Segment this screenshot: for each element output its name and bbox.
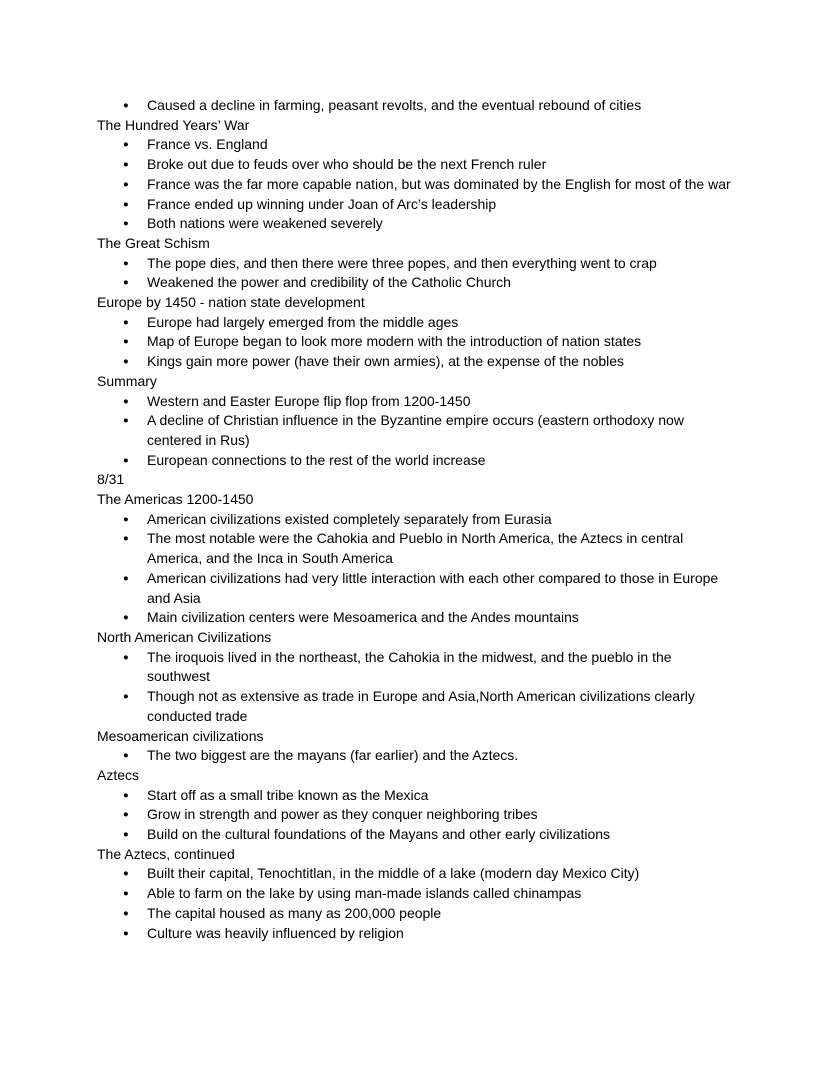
bullet-text: Western and Easter Europe flip flop from 1200-1450 xyxy=(147,392,471,409)
section-heading: The Great Schism xyxy=(97,234,210,251)
bullet-icon: ● xyxy=(123,868,129,880)
bullet-list xyxy=(97,864,733,943)
section-heading: The Hundred Years’ War xyxy=(97,116,250,133)
bullet-item xyxy=(97,746,733,766)
bullet-icon: ● xyxy=(123,395,129,407)
bullet-item xyxy=(97,569,733,608)
bullet-list xyxy=(97,648,733,727)
bullet-text: Build on the cultural foundations of the Mayans and other early civilizations xyxy=(147,826,611,843)
section-heading: 8/31 xyxy=(97,471,125,488)
bullet-item xyxy=(97,786,733,806)
bullet-item xyxy=(97,825,733,845)
bullet-text: Map of Europe began to look more modern with the introduction of nation states xyxy=(147,333,642,350)
bullet-item xyxy=(97,608,733,628)
bullet-icon: ● xyxy=(123,691,129,703)
bullet-icon: ● xyxy=(123,159,129,171)
bullet-list xyxy=(97,786,733,845)
bullet-item xyxy=(97,805,733,825)
bullet-icon: ● xyxy=(123,139,129,151)
bullet-item xyxy=(97,392,733,412)
bullet-icon: ● xyxy=(123,356,129,368)
bullet-text: A decline of Christian influence in the Byzantine empire occurs (eastern orthodoxy now centered in Rus) xyxy=(147,412,684,448)
bullet-text: France ended up winning under Joan of Arc’s leadership xyxy=(147,195,497,212)
bullet-item xyxy=(97,648,733,687)
bullet-icon: ● xyxy=(123,316,129,328)
bullet-list xyxy=(97,135,733,234)
bullet-item xyxy=(97,214,733,234)
bullet-list xyxy=(97,510,733,628)
bullet-item xyxy=(97,352,733,372)
bullet-icon: ● xyxy=(123,513,129,525)
bullet-item xyxy=(97,155,733,175)
bullet-text: Broke out due to feuds over who should be the next French ruler xyxy=(147,156,547,173)
bullet-icon: ● xyxy=(123,533,129,545)
bullet-item xyxy=(97,195,733,215)
bullet-list xyxy=(97,96,733,116)
bullet-item xyxy=(97,254,733,274)
bullet-icon: ● xyxy=(123,198,129,210)
bullet-text: The iroquois lived in the northeast, the Cahokia in the midwest, and the pueblo in the southwest xyxy=(147,648,672,685)
bullet-icon: ● xyxy=(123,336,129,348)
bullet-icon: ● xyxy=(123,750,129,762)
bullet-text: Caused a decline in farming, peasant revolts, and the eventual rebound of cities xyxy=(147,97,642,113)
bullet-icon: ● xyxy=(123,178,129,190)
bullet-icon: ● xyxy=(123,651,129,663)
bullet-text: France was the far more capable nation, but was dominated by the English for most of the war xyxy=(147,175,731,192)
bullet-item xyxy=(97,529,733,568)
bullet-item xyxy=(97,451,733,471)
bullet-item xyxy=(97,904,733,924)
bullet-item xyxy=(97,924,733,944)
bullet-text: France vs. England xyxy=(147,136,268,153)
bullet-text: The capital housed as many as 200,000 people xyxy=(147,904,442,921)
section-heading: Aztecs xyxy=(97,766,140,783)
bullet-icon: ● xyxy=(123,415,129,427)
bullet-icon: ● xyxy=(123,927,129,939)
bullet-list xyxy=(97,392,733,471)
bullet-text: American civilizations had very little interaction with each other compared to those in Europe and Asia xyxy=(147,569,719,606)
bullet-icon: ● xyxy=(123,809,129,821)
bullet-item xyxy=(97,510,733,530)
bullet-text: Built their capital, Tenochtitlan, in the middle of a lake (modern day Mexico City) xyxy=(147,865,640,882)
bullet-list xyxy=(97,313,733,372)
bullet-icon: ● xyxy=(123,612,129,624)
section-heading: Summary xyxy=(97,372,157,389)
bullet-icon: ● xyxy=(123,218,129,230)
bullet-icon: ● xyxy=(123,789,129,801)
bullet-text: Both nations were weakened severely xyxy=(147,215,383,232)
section-heading: Europe by 1450 - nation state development xyxy=(97,294,365,311)
bullet-text: Kings gain more power (have their own armies), at the expense of the nobles xyxy=(147,353,625,370)
section-heading: The Americas 1200-1450 xyxy=(97,491,254,508)
bullet-text: The two biggest are the mayans (far earlier) and the Aztecs. xyxy=(147,747,519,764)
bullet-text: Weakened the power and credibility of the Catholic Church xyxy=(147,274,511,291)
bullet-text: American civilizations existed completely separately from Eurasia xyxy=(147,510,552,527)
bullet-text: The most notable were the Cahokia and Pueblo in North America, the Aztecs in central America, and the Inca in South America xyxy=(147,530,684,567)
bullet-text: Grow in strength and power as they conquer neighboring tribes xyxy=(147,806,538,823)
bullet-text: Able to farm on the lake by using man-made islands called chinampas xyxy=(147,885,582,902)
bullet-icon: ● xyxy=(123,277,129,289)
bullet-icon: ● xyxy=(123,454,129,466)
bullet-icon: ● xyxy=(123,572,129,584)
bullet-item xyxy=(97,411,733,450)
bullet-text: Europe had largely emerged from the middle ages xyxy=(147,313,459,330)
bullet-text: European connections to the rest of the world increase xyxy=(147,451,486,468)
section-heading: North American Civilizations xyxy=(97,628,272,645)
bullet-icon: ● xyxy=(123,257,129,269)
bullet-text: Though not as extensive as trade in Europe and Asia,North American civilizations clearly conducted trade xyxy=(147,688,695,724)
bullet-item xyxy=(97,273,733,293)
bullet-item xyxy=(97,175,733,195)
bullet-list xyxy=(97,254,733,293)
bullet-item xyxy=(97,332,733,352)
bullet-text: Start off as a small tribe known as the Mexica xyxy=(147,786,429,803)
bullet-item xyxy=(97,687,733,726)
bullet-item xyxy=(97,96,733,116)
bullet-item xyxy=(97,864,733,884)
section-heading: Mesoamerican civilizations xyxy=(97,727,264,744)
bullet-list xyxy=(97,746,733,766)
bullet-text: Culture was heavily influenced by religion xyxy=(147,924,404,941)
bullet-icon: ● xyxy=(123,100,129,111)
bullet-text: The pope dies, and then there were three popes, and then everything went to crap xyxy=(147,254,657,271)
bullet-icon: ● xyxy=(123,907,129,919)
section-heading: The Aztecs, continued xyxy=(97,845,235,862)
document-page xyxy=(97,96,733,943)
bullet-item xyxy=(97,135,733,155)
bullet-icon: ● xyxy=(123,888,129,900)
bullet-item xyxy=(97,884,733,904)
bullet-icon: ● xyxy=(123,829,129,841)
bullet-item xyxy=(97,313,733,333)
bullet-text: Main civilization centers were Mesoamerica and the Andes mountains xyxy=(147,609,579,626)
